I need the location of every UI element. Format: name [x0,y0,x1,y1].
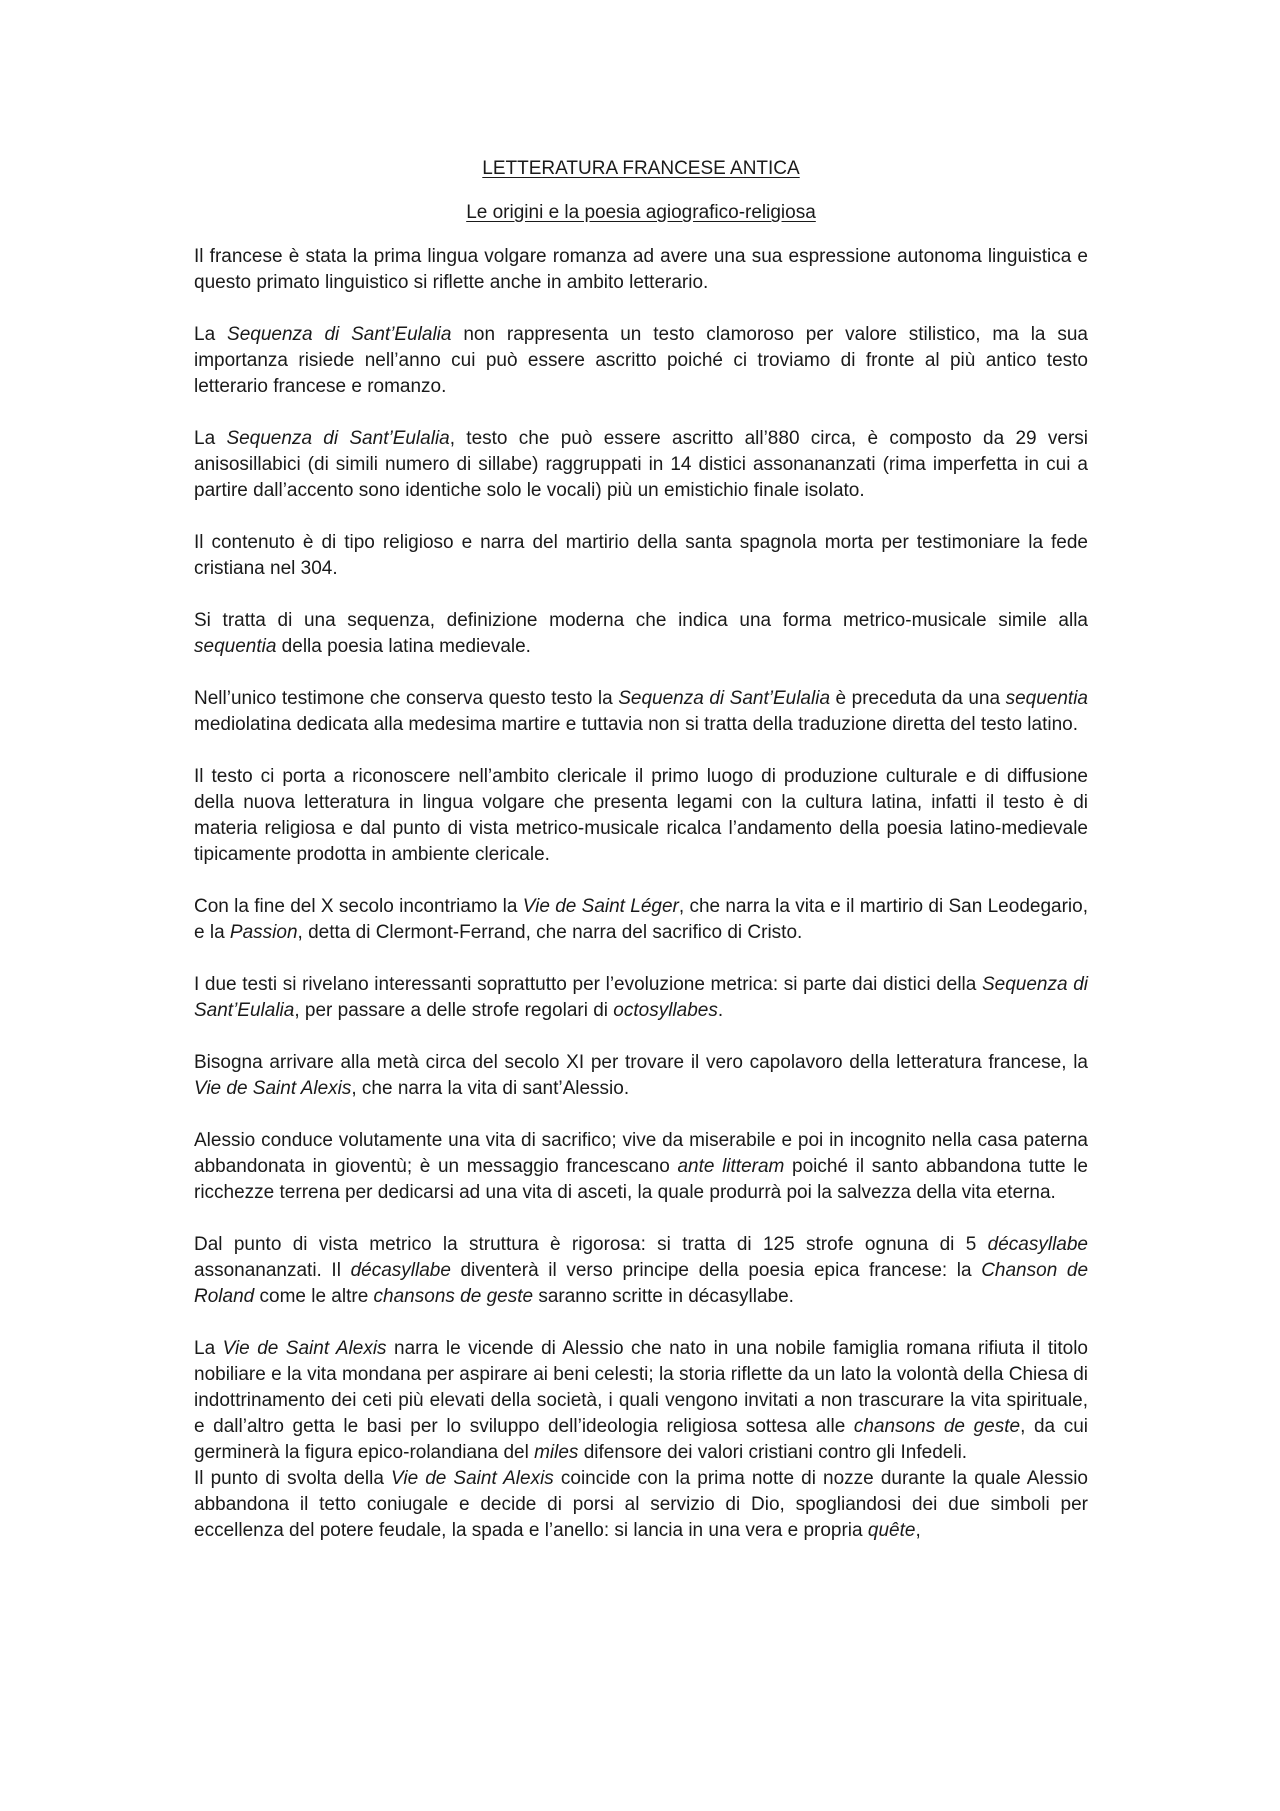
paragraph [194,972,1088,1024]
text-segment: mediolatina dedicata alla medesima martire e tuttavia non si tratta della traduzione diretta del testo latino. [194,714,1078,735]
text-segment: assonananzati. Il [194,1260,351,1281]
text-segment: La [194,1338,223,1359]
italic-segment: Sequenza di Sant’Eulalia [226,428,450,449]
paragraph [194,608,1088,660]
italic-segment: sequentia [194,636,277,657]
text-segment: , testo che può essere ascritto all’880 circa, è composto da 29 versi anisosillabici (di simili numero di sillabe) raggruppati in 14 distici assonananzati (rima imperfetta in cui a partire dall’accento sono identiche solo le vocali) più un emistichio finale isolato. [194,428,1088,501]
text-segment: Il testo ci porta a riconoscere nell’ambito clericale il primo luogo di produzione culturale e di diffusione della nuova letteratura in lingua volgare che presenta legami con la cultura latina, infatti il testo è di materia religiosa e dal punto di vista metrico-musicale ricalca l’andamento della poesia latino-medievale tipicamente prodotta in ambiente clericale. [194,766,1088,865]
italic-segment: décasyllabe [350,1260,451,1281]
paragraph [194,1336,1088,1466]
paragraph [194,1050,1088,1102]
paragraph [194,1466,1088,1544]
text-segment: , da cui germinerà la figura epico-rolandiana del [194,1416,1088,1463]
italic-segment: Vie de Saint Alexis [391,1468,554,1489]
text-segment: Si tratta di una sequenza, definizione moderna che indica una forma metrico-musicale simile alla [194,610,1088,631]
text-segment: coincide con la prima notte di nozze durante la quale Alessio abbandona il tetto coniugale e decide di porsi al servizio di Dio, spogliandosi dei due simboli per eccellenza del potere feudale, la spada e l’anello: si lancia in una vera e propria [194,1468,1088,1541]
text-segment: narra le vicende di Alessio che nato in una nobile famiglia romana rifiuta il titolo nobiliare e la vita mondana per aspirare ai beni celesti; la storia riflette da un lato la volontà della Chiesa di indottrinamento dei ceti più elevati della società, i quali vengono invitati a non trascurare la vita spirituale, e dall’altro getta le basi per lo sviluppo dell’ideologia religiosa sottesa alle [194,1338,1088,1437]
text-segment: Nell’unico testimone che conserva questo testo la [194,688,619,709]
paragraph [194,764,1088,868]
italic-segment: ante litteram [677,1156,785,1177]
italic-segment: quête [867,1520,916,1541]
text-segment: , detta di Clermont-Ferrand, che narra del sacrifico di Cristo. [297,922,803,943]
paragraph [194,244,1088,296]
text-segment: Il contenuto è di tipo religioso e narra del martirio della santa spagnola morta per testimoniare la fede cristiana nel 304. [194,532,1088,579]
italic-segment: Sequenza di Sant’Eulalia [618,688,831,709]
text-segment: della poesia latina medievale. [276,636,531,657]
italic-segment: Sequenza di Sant’Eulalia [227,324,452,345]
text-segment: difensore dei valori cristiani contro gli Infedeli. [578,1442,968,1463]
text-segment: Con la fine del X secolo incontriamo la [194,896,523,917]
text-segment: Il punto di svolta della [194,1468,392,1489]
text-segment: . [717,1000,724,1021]
italic-segment: chansons de geste [373,1286,534,1307]
document-subtitle: Le origini e la poesia agiografico-religiosa [466,202,816,223]
text-segment: , [915,1520,921,1541]
document-body [194,156,1088,1544]
paragraph [194,686,1088,738]
text-segment: I due testi si rivelano interessanti soprattutto per l’evoluzione metrica: si parte dai distici della [194,974,982,995]
text-segment: come le altre [254,1286,374,1307]
paragraph [194,1128,1088,1206]
paragraph [194,1232,1088,1310]
paragraph [194,530,1088,582]
italic-segment: miles [534,1442,579,1463]
italic-segment: Vie de Saint Alexis [194,1078,352,1099]
text-segment: La [194,324,228,345]
text-segment: , per passare a delle strofe regolari di [294,1000,614,1021]
text-segment: non rappresenta un testo clamoroso per valore stilistico, ma la sua importanza risiede nell’anno cui può essere ascritto poiché ci troviamo di fronte al più antico testo letterario francese e romanzo. [194,324,1089,397]
paragraph [194,894,1088,946]
italic-segment: Sequenza di Sant’Eulalia [194,974,1088,1021]
italic-segment: sequentia [1005,688,1088,709]
text-segment: poiché il santo abbandona tutte le ricchezze terrena per dedicarsi ad una vita di asceti, la quale produrrà poi la salvezza della vita eterna. [194,1156,1089,1203]
text-segment: , che narra la vita e il martirio di San Leodegario, e la [194,896,1088,943]
italic-segment: décasyllabe [987,1234,1088,1255]
paragraph [194,322,1088,400]
italic-segment: chansons de geste [853,1416,1021,1437]
document-title: LETTERATURA FRANCESE ANTICA [482,158,800,179]
text-segment: Bisogna arrivare alla metà circa del secolo XI per trovare il vero capolavoro della letteratura francese, la [194,1052,1088,1073]
text-segment: diventerà il verso principe della poesia epica francese: la [450,1260,982,1281]
italic-segment: Vie de Saint Alexis [222,1338,387,1359]
italic-segment: Passion [229,922,298,943]
italic-segment: octosyllabes [613,1000,718,1021]
text-segment: Alessio conduce volutamente una vita di sacrifico; vive da miserabile e poi in incognito nella casa paterna abbandonata in gioventù; è un messaggio francescano [194,1130,1088,1177]
text-segment: Il francese è stata la prima lingua volgare romanza ad avere una sua espressione autonoma linguistica e questo primato linguistico si riflette anche in ambito letterario. [194,246,1088,293]
text-segment: è preceduta da una [830,688,1006,709]
italic-segment: Vie de Saint Léger [522,896,679,917]
text-segment: Dal punto di vista metrico la struttura è rigorosa: si tratta di 125 strofe ognuna di 5 [194,1234,988,1255]
text-segment: La [194,428,227,449]
text-segment: , che narra la vita di sant’Alessio. [351,1078,630,1099]
text-segment: saranno scritte in décasyllabe. [533,1286,794,1307]
italic-segment: Chanson de Roland [194,1260,1089,1307]
paragraph [194,426,1088,504]
